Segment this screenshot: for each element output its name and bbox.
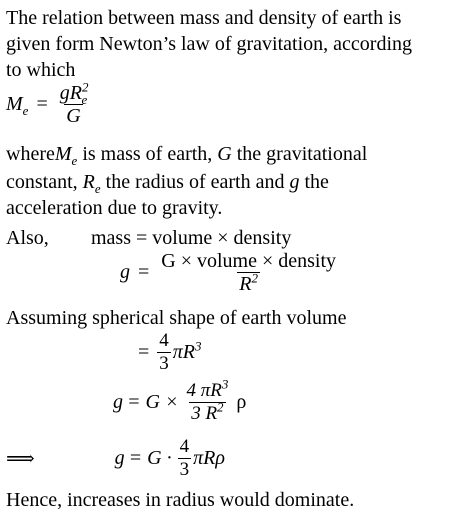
equation-gravity-final: ⟹ g = G · $\frac{4}{3}$ πRρ: [6, 436, 225, 480]
eq-denominator: G: [66, 105, 81, 127]
implies-arrow: ⟹: [6, 448, 35, 470]
eq-numerator: G × volume × density: [161, 250, 337, 272]
eq-numerator: $gR^2_e$: [59, 79, 89, 107]
eq-fraction: $\frac{4}{3}$: [159, 330, 169, 374]
text-line: given form Newton’s law of gravitation, according: [6, 33, 412, 55]
equation-gravity: g = $\frac{\text{G × volume × density}}{R^2}$: [120, 250, 337, 295]
eq-symbol: $M_e$: [6, 93, 29, 118]
text-line: Hence, increases in radius would dominate.: [6, 489, 355, 511]
text-line: acceleration due to gravity.: [6, 197, 223, 219]
text-line: to which: [6, 59, 76, 81]
text-line: constant, $R_e$ the radius of earth and g the: [6, 171, 329, 196]
eq-denominator: $R^2$: [239, 270, 259, 295]
text-line: whereM$_e$ is mass of earth, G the gravitational: [6, 143, 368, 168]
eq-fraction: $\frac{4}{3}$: [179, 436, 190, 480]
equation-earth-mass: [6, 79, 91, 127]
equation-volume: = $\frac{4}{3}$ $\pi R^3$: [138, 330, 202, 374]
eq-operator: =: [36, 93, 48, 115]
text-line: Assuming spherical shape of earth volume: [6, 307, 347, 329]
text-line: The relation between mass and density of earth is: [6, 7, 402, 29]
eq-fraction: [58, 79, 90, 127]
eq-fraction: $\frac{4 \pi R^3}{3 R^2}$: [186, 376, 229, 424]
text-line: Also, mass = volume × density: [6, 227, 292, 249]
eq-fraction: [159, 250, 338, 295]
equation-gravity-substituted: g = G × $\frac{4 \pi R^3}{3 R^2}$ ρ: [113, 376, 247, 424]
eq-mass-volume-density: mass = volume × density: [91, 227, 292, 249]
